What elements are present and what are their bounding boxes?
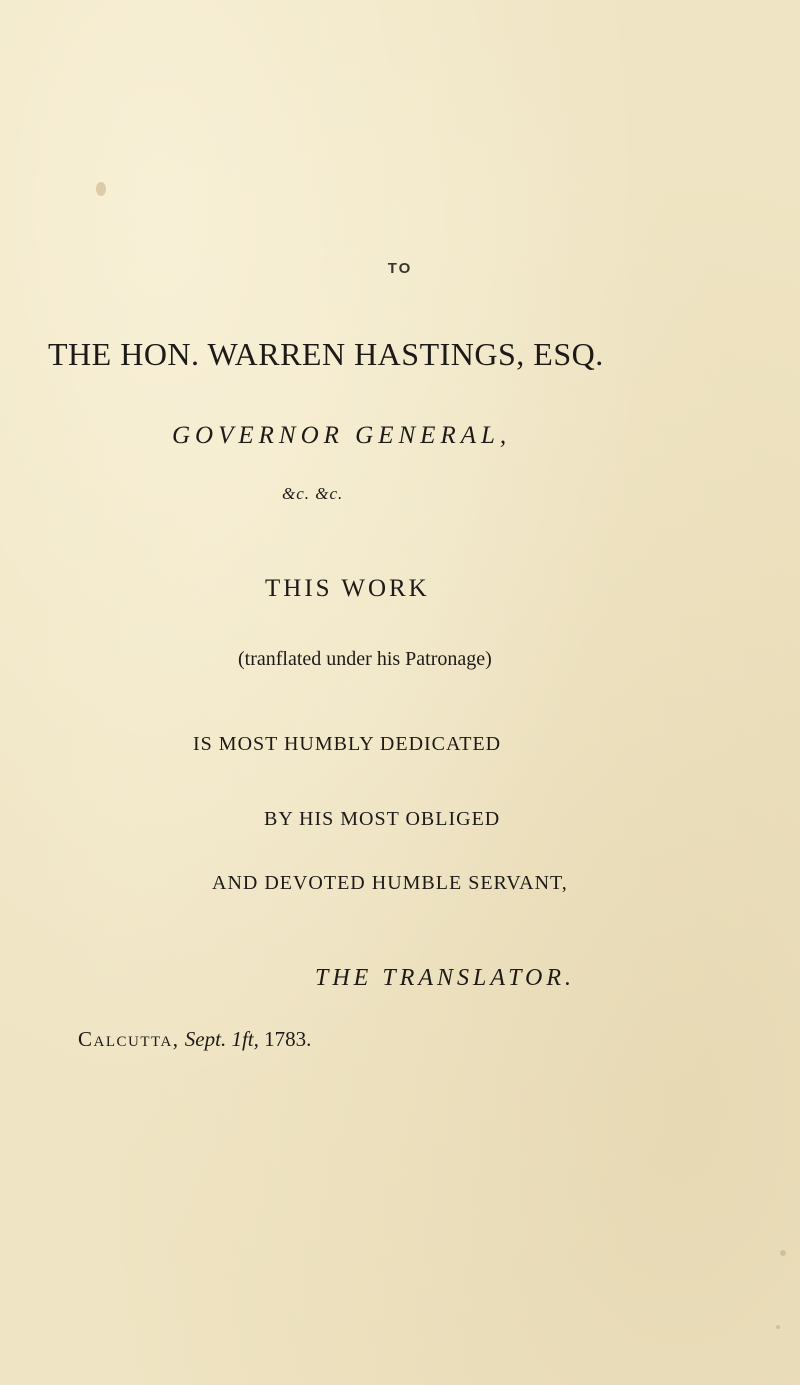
- et-cetera: &c. &c.: [282, 484, 344, 503]
- dateline-day: 1ft,: [231, 1027, 259, 1051]
- dateline-year: 1783.: [264, 1027, 312, 1051]
- translation-note: (tranflated under his Patronage): [238, 648, 492, 670]
- this-work-heading: THIS WORK: [265, 575, 430, 602]
- dateline-month: Sept.: [184, 1027, 227, 1051]
- servant-line: AND DEVOTED HUMBLE SERVANT,: [212, 872, 568, 894]
- dateline: [78, 1027, 311, 1052]
- dedication-to: TO: [387, 260, 413, 277]
- translator-signature: THE TRANSLATOR.: [315, 965, 576, 991]
- dedication-line: IS MOST HUMBLY DEDICATED: [193, 733, 502, 755]
- foxing-spot: [776, 1325, 780, 1329]
- obliged-line: BY HIS MOST OBLIGED: [264, 808, 501, 830]
- addressee-name: THE HON. WARREN HASTINGS, ESQ.: [48, 336, 604, 372]
- addressee-title: GOVERNOR GENERAL,: [172, 422, 512, 449]
- dateline-place: Calcutta,: [78, 1027, 180, 1051]
- foxing-spot: [780, 1250, 786, 1256]
- foxing-spot: [96, 182, 106, 196]
